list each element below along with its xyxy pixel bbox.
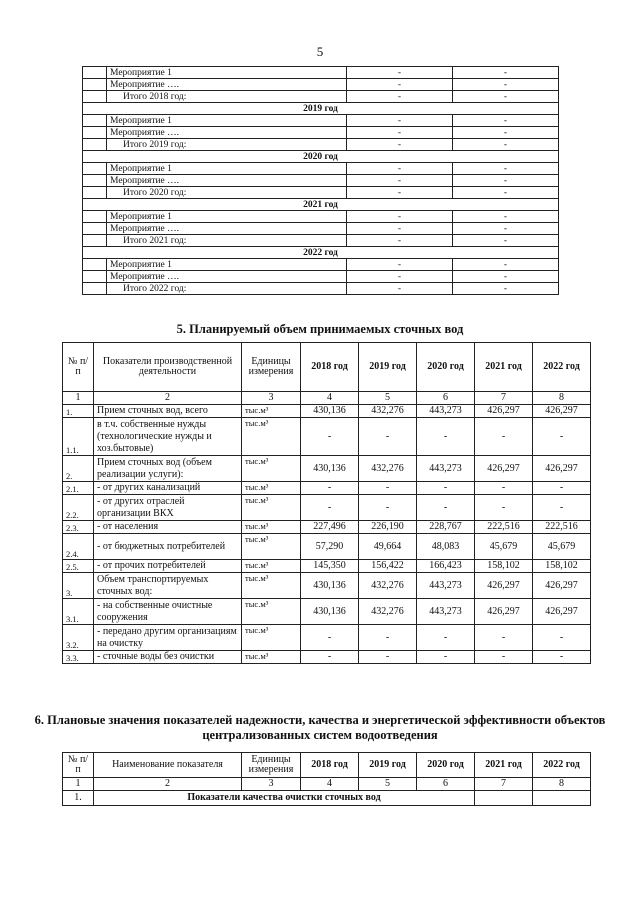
measure-label: Мероприятие 1 xyxy=(107,115,347,127)
value-cell: - xyxy=(347,163,453,175)
header-year: 2020 год xyxy=(417,753,475,778)
indicator-name: - от бюджетных потребителей xyxy=(94,534,242,560)
indicator-name: Объем транспортируемых сточных вод: xyxy=(94,573,242,599)
measure-row xyxy=(83,67,559,79)
row-number: 1. xyxy=(63,405,94,418)
row-number: 2. xyxy=(63,456,94,482)
unit-cell: тыс.м³ xyxy=(242,599,301,625)
column-number: 7 xyxy=(475,392,533,405)
value-cell: - xyxy=(533,625,591,651)
value-cell: - xyxy=(347,127,453,139)
table-header-row xyxy=(63,343,591,392)
table-row xyxy=(63,534,591,560)
unit-cell: тыс.м³ xyxy=(242,418,301,456)
measure-label: Мероприятие 1 xyxy=(107,211,347,223)
column-number: 1 xyxy=(63,392,94,405)
column-number: 4 xyxy=(301,392,359,405)
header-unit: Единицы измерения xyxy=(242,343,301,392)
row-number: 3.3. xyxy=(63,651,94,664)
value-cell: - xyxy=(475,495,533,521)
value-cell: - xyxy=(453,259,559,271)
value-cell: 430,136 xyxy=(301,405,359,418)
header-year: 2022 год xyxy=(533,343,591,392)
measure-row xyxy=(83,175,559,187)
value-cell: - xyxy=(417,625,475,651)
measure-row xyxy=(83,211,559,223)
value-cell: - xyxy=(347,283,453,295)
empty-cell xyxy=(83,187,107,199)
value-cell: 426,297 xyxy=(533,405,591,418)
value-cell: - xyxy=(417,482,475,495)
value-cell: - xyxy=(359,651,417,664)
value-cell: - xyxy=(453,223,559,235)
measure-label: Мероприятие …. xyxy=(107,127,347,139)
row-number: 2.4. xyxy=(63,534,94,560)
value-cell: 430,136 xyxy=(301,599,359,625)
empty-cell xyxy=(475,791,533,806)
indicator-name: Прием сточных вод (объем реализации услуги): xyxy=(94,456,242,482)
value-cell: - xyxy=(347,211,453,223)
empty-cell xyxy=(83,175,107,187)
empty-cell xyxy=(83,259,107,271)
column-number: 6 xyxy=(417,392,475,405)
value-cell: - xyxy=(359,482,417,495)
value-cell: - xyxy=(347,271,453,283)
indicator-name: - от других канализаций xyxy=(94,482,242,495)
header-year: 2022 год xyxy=(533,753,591,778)
section-5-title: 5. Планируемый объем принимаемых сточных вод xyxy=(176,322,464,336)
header-year: 2021 год xyxy=(475,753,533,778)
value-cell: 158,102 xyxy=(533,560,591,573)
year-row xyxy=(83,151,559,163)
empty-cell xyxy=(83,127,107,139)
value-cell: - xyxy=(417,651,475,664)
value-cell: - xyxy=(475,418,533,456)
value-cell: 166,423 xyxy=(417,560,475,573)
value-cell: 426,297 xyxy=(533,599,591,625)
value-cell: - xyxy=(475,651,533,664)
total-label: Итого 2021 год: xyxy=(107,235,347,247)
row-number: 2.1. xyxy=(63,482,94,495)
wastewater-volume-table xyxy=(62,342,591,664)
value-cell: - xyxy=(533,482,591,495)
total-label: Итого 2020 год: xyxy=(107,187,347,199)
row-number: 2.2. xyxy=(63,495,94,521)
column-number: 8 xyxy=(533,778,591,791)
value-cell: 158,102 xyxy=(475,560,533,573)
indicator-name: - от других отраслей организации ВКХ xyxy=(94,495,242,521)
value-cell: 432,276 xyxy=(359,573,417,599)
unit-cell: тыс.м³ xyxy=(242,625,301,651)
value-cell: - xyxy=(417,418,475,456)
header-num: № п/п xyxy=(63,753,94,778)
table-row xyxy=(63,482,591,495)
year-heading: 2022 год xyxy=(83,247,559,259)
row-number: 1.1. xyxy=(63,418,94,456)
table-row xyxy=(63,573,591,599)
value-cell: 49,664 xyxy=(359,534,417,560)
value-cell: - xyxy=(347,115,453,127)
indicator-name: Прием сточных вод, всего xyxy=(94,405,242,418)
empty-cell xyxy=(83,271,107,283)
header-year: 2019 год xyxy=(359,343,417,392)
value-cell: 145,350 xyxy=(301,560,359,573)
year-heading: 2019 год xyxy=(83,103,559,115)
total-label: Итого 2022 год: xyxy=(107,283,347,295)
year-row xyxy=(83,199,559,211)
column-number: 7 xyxy=(475,778,533,791)
table-header-row xyxy=(63,753,591,778)
row-number: 2.3. xyxy=(63,521,94,534)
value-cell: 227,496 xyxy=(301,521,359,534)
header-year: 2020 год xyxy=(417,343,475,392)
value-cell: - xyxy=(475,482,533,495)
measure-row xyxy=(83,91,559,103)
unit-cell: тыс.м³ xyxy=(242,651,301,664)
row-number: 1. xyxy=(63,791,94,806)
value-cell: 443,273 xyxy=(417,573,475,599)
value-cell: 228,767 xyxy=(417,521,475,534)
value-cell: 426,297 xyxy=(475,599,533,625)
section-row-title: Показатели качества очистки сточных вод xyxy=(94,791,475,806)
value-cell: - xyxy=(453,139,559,151)
value-cell: 57,290 xyxy=(301,534,359,560)
row-number: 3.2. xyxy=(63,625,94,651)
unit-cell: тыс.м³ xyxy=(242,482,301,495)
value-cell: 48,083 xyxy=(417,534,475,560)
value-cell: - xyxy=(347,223,453,235)
measure-label: Мероприятие 1 xyxy=(107,259,347,271)
header-name: Показатели производственной деятельности xyxy=(94,343,242,392)
value-cell: - xyxy=(301,625,359,651)
value-cell: 426,297 xyxy=(475,456,533,482)
value-cell: 432,276 xyxy=(359,405,417,418)
measure-row xyxy=(83,79,559,91)
total-label: Итого 2018 год: xyxy=(107,91,347,103)
unit-cell: тыс.м³ xyxy=(242,495,301,521)
value-cell: 443,273 xyxy=(417,405,475,418)
measure-label: Мероприятие …. xyxy=(107,223,347,235)
value-cell: - xyxy=(475,625,533,651)
column-number: 2 xyxy=(94,778,242,791)
column-number: 5 xyxy=(359,778,417,791)
empty-cell xyxy=(83,235,107,247)
table-row xyxy=(63,418,591,456)
value-cell: - xyxy=(417,495,475,521)
measure-label: Мероприятие 1 xyxy=(107,67,347,79)
indicator-name: - от прочих потребителей xyxy=(94,560,242,573)
measure-label: Мероприятие …. xyxy=(107,271,347,283)
column-number: 3 xyxy=(242,778,301,791)
year-heading: 2021 год xyxy=(83,199,559,211)
unit-cell: тыс.м³ xyxy=(242,573,301,599)
measure-row xyxy=(83,127,559,139)
measure-row xyxy=(83,139,559,151)
value-cell: 156,422 xyxy=(359,560,417,573)
value-cell: - xyxy=(347,235,453,247)
indicator-name: - сточные воды без очистки xyxy=(94,651,242,664)
section-row xyxy=(63,791,591,806)
column-number: 3 xyxy=(242,392,301,405)
value-cell: - xyxy=(453,127,559,139)
empty-cell xyxy=(83,163,107,175)
header-unit: Единицы измерения xyxy=(242,753,301,778)
table-row xyxy=(63,599,591,625)
value-cell: 222,516 xyxy=(475,521,533,534)
measure-row xyxy=(83,271,559,283)
row-number: 3.1. xyxy=(63,599,94,625)
table-row xyxy=(63,495,591,521)
measure-row xyxy=(83,259,559,271)
empty-cell xyxy=(83,115,107,127)
value-cell: 430,136 xyxy=(301,456,359,482)
unit-cell: тыс.м³ xyxy=(242,405,301,418)
value-cell: 443,273 xyxy=(417,599,475,625)
measure-label: Мероприятие …. xyxy=(107,79,347,91)
value-cell: - xyxy=(347,175,453,187)
total-label: Итого 2019 год: xyxy=(107,139,347,151)
year-heading: 2020 год xyxy=(83,151,559,163)
indicator-name: - от населения xyxy=(94,521,242,534)
measure-row xyxy=(83,187,559,199)
header-name: Наименование показателя xyxy=(94,753,242,778)
unit-cell: тыс.м³ xyxy=(242,560,301,573)
measure-row xyxy=(83,283,559,295)
table-row xyxy=(63,405,591,418)
table-row xyxy=(63,521,591,534)
value-cell: 222,516 xyxy=(533,521,591,534)
year-row xyxy=(83,247,559,259)
value-cell: - xyxy=(359,625,417,651)
value-cell: - xyxy=(347,259,453,271)
value-cell: - xyxy=(347,67,453,79)
value-cell: 45,679 xyxy=(533,534,591,560)
indicator-name: - передано другим организациям на очистку xyxy=(94,625,242,651)
table-row xyxy=(63,456,591,482)
column-number-row xyxy=(63,778,591,791)
value-cell: - xyxy=(453,91,559,103)
value-cell: 226,190 xyxy=(359,521,417,534)
empty-cell xyxy=(533,791,591,806)
value-cell: - xyxy=(453,235,559,247)
header-year: 2018 год xyxy=(301,343,359,392)
header-year: 2018 год xyxy=(301,753,359,778)
header-year: 2019 год xyxy=(359,753,417,778)
value-cell: - xyxy=(301,651,359,664)
table-row xyxy=(63,651,591,664)
column-number: 6 xyxy=(417,778,475,791)
value-cell: 432,276 xyxy=(359,599,417,625)
header-year: 2021 год xyxy=(475,343,533,392)
table-row xyxy=(63,560,591,573)
indicator-name: в т.ч. собственные нужды (технологические нужды и хоз.бытовые) xyxy=(94,418,242,456)
column-number: 2 xyxy=(94,392,242,405)
value-cell: - xyxy=(533,651,591,664)
year-row xyxy=(83,103,559,115)
value-cell: - xyxy=(453,175,559,187)
empty-cell xyxy=(83,223,107,235)
value-cell: - xyxy=(533,418,591,456)
value-cell: - xyxy=(453,115,559,127)
empty-cell xyxy=(83,91,107,103)
measure-row xyxy=(83,235,559,247)
unit-cell: тыс.м³ xyxy=(242,521,301,534)
column-number: 1 xyxy=(63,778,94,791)
measures-table xyxy=(82,66,559,295)
reliability-indicators-table xyxy=(62,752,591,806)
empty-cell xyxy=(83,79,107,91)
column-number: 4 xyxy=(301,778,359,791)
section-6-title: 6. Плановые значения показателей надежности, качества и энергетической эффективности объектов централизованных систем водоотведения xyxy=(34,713,606,742)
value-cell: - xyxy=(453,271,559,283)
value-cell: 443,273 xyxy=(417,456,475,482)
value-cell: 430,136 xyxy=(301,573,359,599)
value-cell: - xyxy=(347,79,453,91)
empty-cell xyxy=(83,139,107,151)
indicator-name: - на собственные очистные сооружения xyxy=(94,599,242,625)
value-cell: - xyxy=(359,495,417,521)
measure-row xyxy=(83,223,559,235)
measure-label: Мероприятие 1 xyxy=(107,163,347,175)
value-cell: 426,297 xyxy=(533,456,591,482)
row-number: 2.5. xyxy=(63,560,94,573)
value-cell: 426,297 xyxy=(533,573,591,599)
value-cell: - xyxy=(453,79,559,91)
value-cell: - xyxy=(453,67,559,79)
column-number: 8 xyxy=(533,392,591,405)
value-cell: - xyxy=(453,187,559,199)
measure-label: Мероприятие …. xyxy=(107,175,347,187)
value-cell: - xyxy=(453,211,559,223)
value-cell: - xyxy=(347,139,453,151)
value-cell: - xyxy=(359,418,417,456)
table-row xyxy=(63,625,591,651)
unit-cell: тыс.м³ xyxy=(242,456,301,482)
value-cell: - xyxy=(347,91,453,103)
value-cell: 45,679 xyxy=(475,534,533,560)
page-number: 5 xyxy=(316,44,324,59)
column-number: 5 xyxy=(359,392,417,405)
measure-row xyxy=(83,115,559,127)
value-cell: - xyxy=(301,495,359,521)
row-number: 3. xyxy=(63,573,94,599)
value-cell: - xyxy=(301,482,359,495)
value-cell: 432,276 xyxy=(359,456,417,482)
unit-cell: тыс.м³ xyxy=(242,534,301,560)
value-cell: - xyxy=(453,163,559,175)
header-num: № п/п xyxy=(63,343,94,392)
measure-row xyxy=(83,163,559,175)
column-number-row xyxy=(63,392,591,405)
value-cell: - xyxy=(453,283,559,295)
empty-cell xyxy=(83,283,107,295)
empty-cell xyxy=(83,67,107,79)
value-cell: - xyxy=(533,495,591,521)
empty-cell xyxy=(83,211,107,223)
value-cell: 426,297 xyxy=(475,573,533,599)
value-cell: - xyxy=(347,187,453,199)
value-cell: - xyxy=(301,418,359,456)
value-cell: 426,297 xyxy=(475,405,533,418)
